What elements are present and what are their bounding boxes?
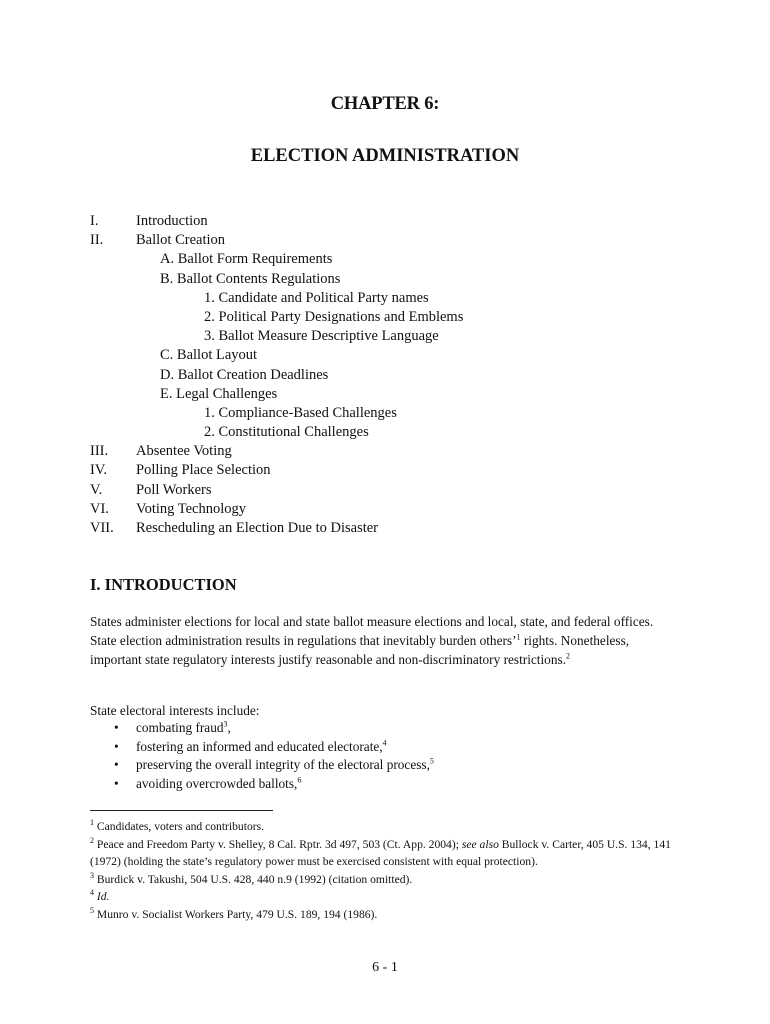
list-item: • preserving the overall integrity of the electoral process,$^5$ (90, 756, 434, 775)
list-item: • avoiding overcrowded ballots,$^6$ (90, 775, 434, 794)
bullet-icon: • (114, 738, 119, 754)
footnote-ref: 3 (223, 719, 228, 729)
footnote-divider (90, 810, 273, 811)
footnotes (90, 818, 675, 923)
chapter-title: CHAPTER 6: (330, 94, 440, 114)
list-item: • fostering an informed and educated electorate,$^4$ (90, 738, 434, 757)
footnote: $^5$ Munro v. Socialist Workers Party, 479 U.S. 189, 194 (1986). (90, 905, 378, 921)
chapter-subtitle: ELECTION ADMINISTRATION (250, 146, 520, 166)
footnote: $^2$ Peace and Freedom Party v. Shelley, 8 Cal. Rptr. 3d 497, 503 (Ct. App. 2004); see also Bullock v. Carter, 405 U.S. 134, 141 (1972) (holding the state’s regulatory power must be exercised consistent with equal protection). (90, 835, 671, 868)
bullet-icon: • (114, 757, 119, 772)
document-page: CHAPTER 6: ELECTION ADMINISTRATION I. Introduction II. Ballot Creation A. Ballot Form Requirements B. Ballot Contents Regulations 1. Candidate and Political Party names 2. Political Party Designations and Emblems 3. Ballot Measure Descriptive Language C. Ballot Layout D. Ballot Creation Deadlines E. Legal Challenges 1. Compliance-Based Challenges 2. Constitutional Challenges III. Absentee Voting IV. Polling Place Selection V. Poll Workers VI. Voting Technology VII. Rescheduling an Election Due to Disaster I. INTRODUCTION States administer elections for local and state ballot measure elections and local, state, and federal offices. State election administration results in regulations that inevitably burden others’$^1$ rights. Nonetheless, important state regulatory interests justify reasonable and non-discriminatory restrictions.$^2$ State electoral interests include: • combating fraud$^3$, • fostering an informed and educated electorate,$^4$ • preserving the overall integrity of the electoral process,$^5$ • avoiding overcrowded ballots,$^6$ $^1$ Candidates, voters and contributors. $^2$ Peace and Freedom Party v. Shelley, 8 Cal. Rptr. 3d 497, 503 (Ct. App. 2004); see also Bullock v. Carter, 405 U.S. 134, 141 (1972) (holding the state’s regulatory power must be exercised consistent with equal protection). $^3$ Burdick v. Takushi, 504 U.S. 428, 440 n.9 (1992) (citation omitted). $^4$ Id. $^5$ Munro v. Socialist Workers Party, 479 U.S. 189, 194 (1986). 6 - 1 (0, 0, 770, 1024)
intro-paragraph: States administer elections for local and state ballot measure elections and local, state, and federal offices. State election administration results in regulations that inevitably burden others’$^1$ rights. Nonetheless, important state regulatory interests justify reasonable and non-discriminatory restrictions.$^2$ (90, 614, 654, 667)
section-heading: I. INTRODUCTION (90, 575, 237, 594)
footnote: $^4$ Id. (90, 888, 110, 903)
footnote: $^1$ Candidates, voters and contributors. (90, 818, 265, 833)
footnote: $^3$ Burdick v. Takushi, 504 U.S. 428, 440 n.9 (1992) (citation omitted). (90, 870, 413, 886)
bullet-icon: • (114, 775, 119, 791)
footnote-ref: 6 (297, 775, 302, 785)
footnote-ref: 1 (516, 632, 521, 642)
footnote-ref: 4 (382, 738, 387, 748)
list-item: • combating fraud$^3$, (90, 719, 434, 738)
bullet-icon: • (114, 720, 119, 735)
page-number: 6 - 1 (372, 960, 398, 975)
interests-intro: State electoral interests include: (90, 703, 260, 718)
interests-list (90, 719, 434, 793)
footnote-ref: 2 (565, 651, 570, 661)
footnote-ref: 5 (429, 756, 434, 766)
